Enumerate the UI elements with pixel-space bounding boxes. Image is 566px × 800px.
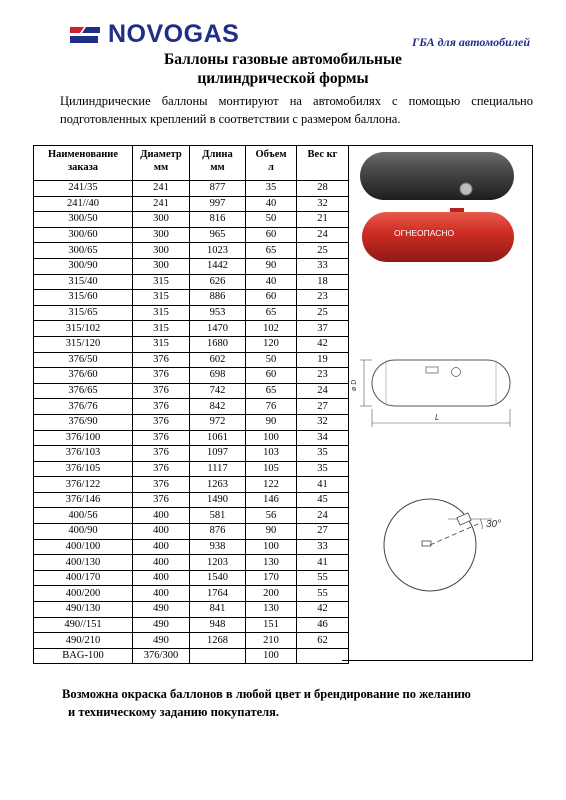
- table-cell: 376/100: [34, 430, 133, 446]
- table-cell: 55: [297, 570, 349, 586]
- table-cell: 315: [133, 305, 190, 321]
- table-cell: 376/76: [34, 399, 133, 415]
- brand-tagline: ГБА для автомобилей: [412, 35, 530, 49]
- table-cell: 76: [246, 399, 297, 415]
- table-cell: 938: [190, 539, 246, 555]
- column-header: [34, 146, 133, 181]
- table-cell: 300/60: [34, 227, 133, 243]
- table-cell: 122: [246, 477, 297, 493]
- table-row: [34, 305, 349, 321]
- table-cell: 27: [297, 399, 349, 415]
- table-cell: 33: [297, 258, 349, 274]
- table-cell: 400/200: [34, 586, 133, 602]
- table-cell: 23: [297, 290, 349, 306]
- table-cell: 102: [246, 321, 297, 337]
- column-header-line: Диаметр: [140, 149, 182, 160]
- table-cell: 1540: [190, 570, 246, 586]
- table-row: [34, 399, 349, 415]
- table-cell: 972: [190, 414, 246, 430]
- table-cell: 90: [246, 524, 297, 540]
- table-cell: 40: [246, 274, 297, 290]
- table-cell: 400/170: [34, 570, 133, 586]
- table-cell: 300: [133, 212, 190, 228]
- table-cell: 965: [190, 227, 246, 243]
- table-cell: 842: [190, 399, 246, 415]
- table-cell: 23: [297, 368, 349, 384]
- table-cell: 21: [297, 212, 349, 228]
- table-cell: 100: [246, 539, 297, 555]
- table-cell: 490//151: [34, 617, 133, 633]
- table-cell: 315: [133, 321, 190, 337]
- table-cell: 376: [133, 414, 190, 430]
- table-row: [34, 414, 349, 430]
- table-cell: 18: [297, 274, 349, 290]
- table-cell: 948: [190, 617, 246, 633]
- table-cell: 200: [246, 586, 297, 602]
- table-cell: 34: [297, 430, 349, 446]
- table-row: [34, 290, 349, 306]
- column-header-line: мм: [153, 162, 169, 173]
- table-cell: 953: [190, 305, 246, 321]
- table-cell: 376: [133, 383, 190, 399]
- table-cell: 997: [190, 196, 246, 212]
- table-cell: 1268: [190, 633, 246, 649]
- table-cell: 90: [246, 414, 297, 430]
- table-cell: 35: [297, 461, 349, 477]
- red-tank-label: ОГНЕОПАСНО: [394, 228, 455, 238]
- table-cell: 626: [190, 274, 246, 290]
- table-cell: 400: [133, 539, 190, 555]
- table-cell: 100: [246, 430, 297, 446]
- table-cell: 1470: [190, 321, 246, 337]
- table-row: [34, 539, 349, 555]
- table-cell: 300: [133, 243, 190, 259]
- table-cell: 65: [246, 305, 297, 321]
- table-cell: 103: [246, 446, 297, 462]
- table-cell: 37: [297, 321, 349, 337]
- table-cell: 315: [133, 336, 190, 352]
- table-cell: 315/40: [34, 274, 133, 290]
- table-cell: 1097: [190, 446, 246, 462]
- column-header-line: мм: [210, 162, 225, 173]
- table-cell: 60: [246, 227, 297, 243]
- table-cell: 400/100: [34, 539, 133, 555]
- table-cell: [190, 648, 246, 664]
- table-cell: 32: [297, 196, 349, 212]
- table-cell: 400: [133, 555, 190, 571]
- table-cell: 315/102: [34, 321, 133, 337]
- footer-note: [62, 685, 471, 721]
- table-row: [34, 617, 349, 633]
- table-row: [34, 602, 349, 618]
- table-cell: 602: [190, 352, 246, 368]
- table-cell: 105: [246, 461, 297, 477]
- table-cell: 300: [133, 258, 190, 274]
- table-cell: 1023: [190, 243, 246, 259]
- table-row: [34, 648, 349, 664]
- table-cell: 315: [133, 290, 190, 306]
- table-cell: 376: [133, 399, 190, 415]
- table-cell: 25: [297, 305, 349, 321]
- table-cell: 376/300: [133, 648, 190, 664]
- table-row: [34, 274, 349, 290]
- table-cell: 400/130: [34, 555, 133, 571]
- footer-line1: Возможна окраска баллонов в любой цвет и брендирование по желанию: [62, 687, 471, 701]
- table-cell: 400: [133, 508, 190, 524]
- table-cell: 241: [133, 181, 190, 197]
- table-cell: [297, 648, 349, 664]
- table-cell: 90: [246, 258, 297, 274]
- table-cell: 400/56: [34, 508, 133, 524]
- table-cell: 35: [297, 446, 349, 462]
- table-cell: 376/146: [34, 492, 133, 508]
- table-row: [34, 524, 349, 540]
- table-cell: 46: [297, 617, 349, 633]
- table-row: [34, 508, 349, 524]
- table-cell: 151: [246, 617, 297, 633]
- diameter-label: ø D: [351, 379, 358, 391]
- table-cell: 170: [246, 570, 297, 586]
- table-cell: 42: [297, 602, 349, 618]
- column-header: [297, 146, 349, 181]
- table-cell: 886: [190, 290, 246, 306]
- table-row: [34, 352, 349, 368]
- table-cell: 315: [133, 274, 190, 290]
- table-cell: 32: [297, 414, 349, 430]
- table-row: [34, 258, 349, 274]
- table-cell: 400: [133, 524, 190, 540]
- table-row: [34, 477, 349, 493]
- table-cell: 300/65: [34, 243, 133, 259]
- table-cell: 1764: [190, 586, 246, 602]
- column-header-line: Вес кг: [307, 149, 338, 160]
- table-cell: 24: [297, 383, 349, 399]
- table-cell: 1061: [190, 430, 246, 446]
- table-row: [34, 461, 349, 477]
- table-cell: 1117: [190, 461, 246, 477]
- table-row: [34, 430, 349, 446]
- column-header-line: л: [268, 162, 274, 173]
- table-row: [34, 181, 349, 197]
- column-header-line: Объем: [255, 149, 287, 160]
- table-cell: 376: [133, 492, 190, 508]
- table-cell: 376/90: [34, 414, 133, 430]
- specs-table: [33, 145, 349, 664]
- table-cell: 19: [297, 352, 349, 368]
- table-row: [34, 555, 349, 571]
- table-cell: 376: [133, 446, 190, 462]
- table-cell: 376/105: [34, 461, 133, 477]
- table-cell: 241: [133, 196, 190, 212]
- table-cell: 841: [190, 602, 246, 618]
- table-row: [34, 336, 349, 352]
- table-row: [34, 368, 349, 384]
- table-cell: 27: [297, 524, 349, 540]
- table-body: [34, 181, 349, 664]
- table-cell: 490/130: [34, 602, 133, 618]
- table-cell: 300/50: [34, 212, 133, 228]
- table-cell: 742: [190, 383, 246, 399]
- table-cell: 60: [246, 368, 297, 384]
- table-cell: 1680: [190, 336, 246, 352]
- table-cell: 376: [133, 368, 190, 384]
- angle-label: 30°: [486, 519, 502, 530]
- table-cell: 1263: [190, 477, 246, 493]
- brand-logo: [68, 20, 239, 49]
- table-cell: 400/90: [34, 524, 133, 540]
- table-cell: 24: [297, 508, 349, 524]
- table-cell: 315/65: [34, 305, 133, 321]
- footer-line2: и техническому заданию покупателя.: [68, 705, 280, 719]
- table-cell: 300: [133, 227, 190, 243]
- table-cell: 876: [190, 524, 246, 540]
- table-cell: 376/65: [34, 383, 133, 399]
- table-cell: 241//40: [34, 196, 133, 212]
- table-cell: 581: [190, 508, 246, 524]
- table-row: [34, 633, 349, 649]
- table-cell: 41: [297, 555, 349, 571]
- table-cell: 25: [297, 243, 349, 259]
- table-cell: BAG-100: [34, 648, 133, 664]
- length-label: L: [435, 413, 440, 422]
- table-cell: 50: [246, 212, 297, 228]
- column-header: [190, 146, 246, 181]
- table-cell: 376/103: [34, 446, 133, 462]
- table-cell: 65: [246, 383, 297, 399]
- table-row: [34, 243, 349, 259]
- table-cell: 28: [297, 181, 349, 197]
- table-cell: 1203: [190, 555, 246, 571]
- novogas-logo-icon: [68, 23, 102, 47]
- table-cell: 490: [133, 633, 190, 649]
- red-tank-image: [342, 204, 532, 266]
- table-cell: 65: [246, 243, 297, 259]
- table-cell: 241/35: [34, 181, 133, 197]
- table-cell: 24: [297, 227, 349, 243]
- table-cell: 33: [297, 539, 349, 555]
- table-cell: 376/60: [34, 368, 133, 384]
- table-row: [34, 212, 349, 228]
- table-cell: 400: [133, 570, 190, 586]
- table-row: [34, 321, 349, 337]
- table-cell: 315/60: [34, 290, 133, 306]
- table-cell: 490/210: [34, 633, 133, 649]
- table-row: [34, 196, 349, 212]
- table-cell: 376: [133, 461, 190, 477]
- table-cell: 877: [190, 181, 246, 197]
- table-cell: 376: [133, 352, 190, 368]
- tank-end-view-drawing: [342, 489, 532, 601]
- table-row: [34, 570, 349, 586]
- table-cell: 56: [246, 508, 297, 524]
- table-cell: 376/122: [34, 477, 133, 493]
- column-header-line: Длина: [202, 149, 233, 160]
- column-header: [246, 146, 297, 181]
- table-cell: 40: [246, 196, 297, 212]
- table-row: [34, 586, 349, 602]
- table-cell: 315/120: [34, 336, 133, 352]
- table-cell: 376: [133, 477, 190, 493]
- table-cell: 130: [246, 602, 297, 618]
- column-header: [133, 146, 190, 181]
- table-cell: 816: [190, 212, 246, 228]
- table-cell: 50: [246, 352, 297, 368]
- table-cell: 1490: [190, 492, 246, 508]
- table-cell: 42: [297, 336, 349, 352]
- table-cell: 400: [133, 586, 190, 602]
- table-cell: 376: [133, 430, 190, 446]
- table-cell: 120: [246, 336, 297, 352]
- table-row: [34, 446, 349, 462]
- illustrations-panel: [342, 145, 533, 661]
- brand-name: NOVOGAS: [108, 20, 240, 48]
- table-cell: 490: [133, 617, 190, 633]
- table-cell: 62: [297, 633, 349, 649]
- intro-paragraph: Цилиндрические баллоны монтируют на автомобилях с помощью специально подготовленных креплений в соответствии с размером баллона.: [60, 94, 533, 126]
- table-row: [34, 227, 349, 243]
- table-cell: 55: [297, 586, 349, 602]
- table-cell: 698: [190, 368, 246, 384]
- tank-side-view-drawing: [342, 351, 532, 433]
- table-cell: 300/90: [34, 258, 133, 274]
- table-cell: 146: [246, 492, 297, 508]
- table-cell: 490: [133, 602, 190, 618]
- column-header-line: заказа: [67, 162, 99, 173]
- table-cell: 130: [246, 555, 297, 571]
- table-header-row: [34, 146, 349, 181]
- page-title-line2: цилиндрической формы: [197, 70, 369, 87]
- table-row: [34, 383, 349, 399]
- table-cell: 1442: [190, 258, 246, 274]
- table-cell: 41: [297, 477, 349, 493]
- column-header-line: Наименование: [48, 149, 118, 160]
- page-title-line1: Баллоны газовые автомобильные: [164, 51, 402, 68]
- table-row: [34, 492, 349, 508]
- table-cell: 210: [246, 633, 297, 649]
- table-cell: 376/50: [34, 352, 133, 368]
- table-cell: 60: [246, 290, 297, 306]
- table-cell: 45: [297, 492, 349, 508]
- table-cell: 35: [246, 181, 297, 197]
- table-cell: 100: [246, 648, 297, 664]
